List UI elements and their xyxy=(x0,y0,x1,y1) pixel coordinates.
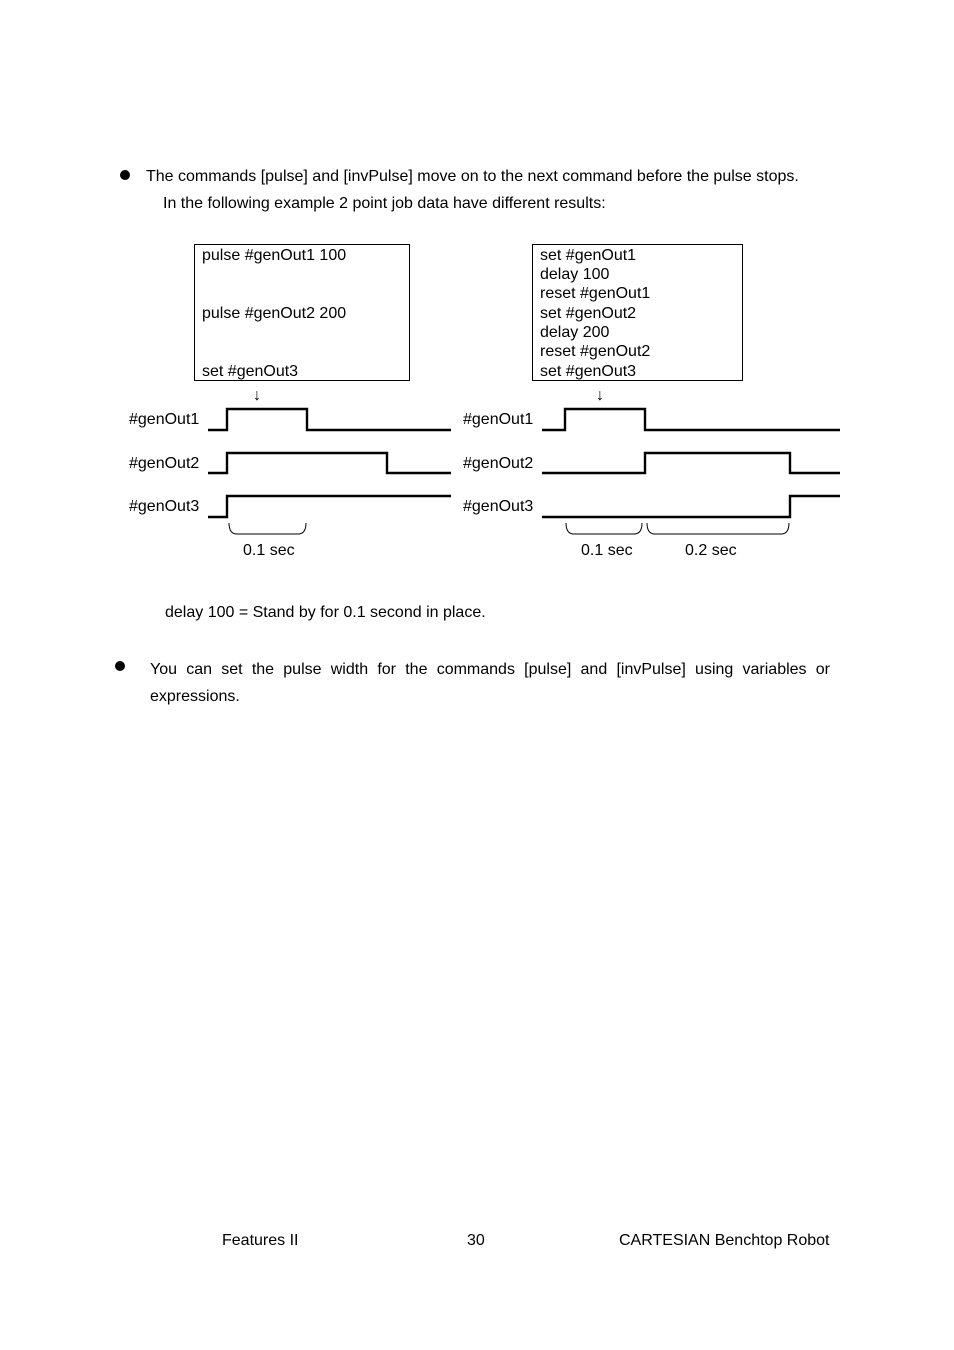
right-interval-label-2: 0.2 sec xyxy=(685,542,737,559)
right-signal-label-genout1: #genOut1 xyxy=(463,411,534,428)
left-signal-label-genout1: #genOut1 xyxy=(129,411,200,428)
right-code-line: delay 200 xyxy=(540,324,610,341)
left-code-line: pulse #genOut2 200 xyxy=(202,305,347,322)
right-code-line: reset #genOut2 xyxy=(540,343,651,360)
left-waveform-genout3 xyxy=(208,496,451,517)
left-code-line: pulse #genOut1 100 xyxy=(202,247,347,264)
left-interval-label: 0.1 sec xyxy=(243,542,295,559)
delay-note: delay 100 = Stand by for 0.1 second in place. xyxy=(165,604,486,621)
intro-line-2: In the following example 2 point job data have different results: xyxy=(163,195,606,212)
left-waveform-genout1 xyxy=(208,409,451,430)
right-waveform-genout2 xyxy=(542,453,840,473)
right-code-line: set #genOut2 xyxy=(540,305,637,322)
right-code-line: set #genOut1 xyxy=(540,247,637,264)
right-interval-brace-1 xyxy=(566,523,642,534)
right-waveform-genout3 xyxy=(542,496,840,517)
right-waveform-genout1 xyxy=(542,409,840,430)
right-code-line: set #genOut3 xyxy=(540,363,637,380)
left-interval-brace xyxy=(229,523,306,534)
left-code-box xyxy=(194,244,410,381)
left-signal-label-genout2: #genOut2 xyxy=(129,455,200,472)
intro-line-1: The commands [pulse] and [invPulse] move on to the next command before the pulse stops. xyxy=(146,168,799,185)
right-code-line: delay 100 xyxy=(540,266,610,283)
right-down-arrow-icon: ↓ xyxy=(596,387,604,404)
bullet-2-text: You can set the pulse width for the commands [pulse] and [invPulse] using variables or expressions. xyxy=(150,661,830,705)
right-interval-brace-2 xyxy=(647,523,789,534)
left-signal-label-genout3: #genOut3 xyxy=(129,498,200,515)
right-code-box xyxy=(532,244,743,381)
right-interval-label-1: 0.1 sec xyxy=(581,542,633,559)
footer-section-title: Features II xyxy=(222,1232,299,1249)
left-code-line: set #genOut3 xyxy=(202,363,299,380)
bullet-icon xyxy=(115,661,125,671)
left-waveform-genout2 xyxy=(208,453,451,473)
right-code-line: reset #genOut1 xyxy=(540,285,651,302)
right-signal-label-genout2: #genOut2 xyxy=(463,455,534,472)
footer-page-number: 30 xyxy=(467,1232,485,1249)
footer-product-name: CARTESIAN Benchtop Robot xyxy=(619,1232,830,1249)
left-down-arrow-icon: ↓ xyxy=(253,387,261,404)
right-signal-label-genout3: #genOut3 xyxy=(463,498,534,515)
bullet-icon xyxy=(120,170,130,180)
